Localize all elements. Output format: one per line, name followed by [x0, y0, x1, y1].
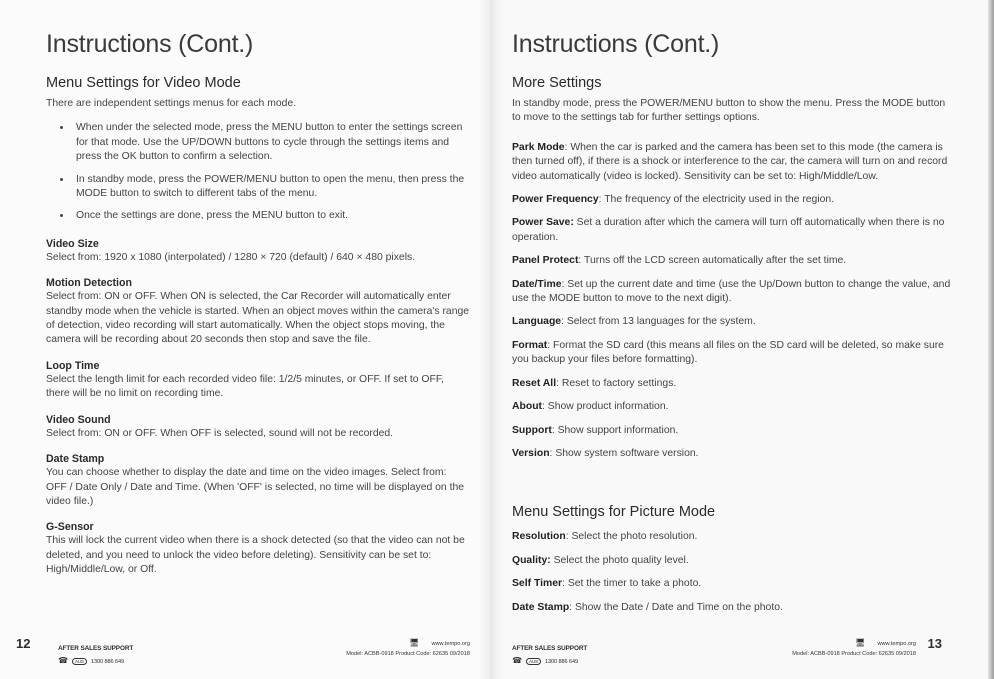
setting-date-time: Date/Time: Set up the current date and time (use the Up/Down button to change the value, and use the MODE button to move to the next digit).	[512, 278, 951, 305]
model-code: Model: ACBB-0918 Product Code: 62635 09/2018	[346, 651, 470, 657]
page-title: Instructions (Cont.)	[512, 30, 720, 58]
section-body: Select from: 1920 x 1080 (interpolated) / 1280 × 720 (default) / 640 × 480 pixels.	[46, 251, 416, 263]
phone-icon: ☎	[512, 656, 522, 665]
section-body: This will lock the current video when there is a shock detected (so that the video can not be deleted, and you need to unlock the video before deleting). Sensitivity can be set to: High/Middle/Low, or Off.	[46, 535, 465, 576]
computer-icon: 🖥	[855, 638, 866, 647]
setting-quality: Quality: Select the photo quality level.	[512, 554, 689, 566]
section-title: Video Sound	[46, 413, 111, 426]
page-number: 12	[16, 636, 31, 651]
instruction-list	[46, 121, 470, 223]
section-title: Date Stamp	[46, 453, 105, 466]
aus-badge: AUS	[72, 658, 87, 665]
section-title: Video Size	[46, 237, 99, 250]
aus-badge: AUS	[526, 658, 541, 665]
section-body: Select from: ON or OFF. When ON is selected, the Car Recorder will automatically enter standby mode when the vehicle is started. When an object moves within the camera's range of detection, video recording will start automatically. When the object stops moving, the camera will be recording about 20 seconds then stop and save the file.	[46, 291, 470, 346]
website-url: www.tempo.org	[877, 641, 916, 647]
page-edge	[988, 0, 994, 679]
section-title: Loop Time	[46, 359, 100, 372]
website	[409, 638, 470, 647]
section-body: Select the length limit for each recorded video file: 1/2/5 minutes, or OFF. If set to OFF, there will be no limit on recording time.	[46, 373, 444, 400]
phone-line	[512, 656, 587, 665]
list-item: • When under the selected mode, press the MENU button to enter the settings screen for that mode. Use the UP/DOWN buttons to cycle through the settings items and press the OK button to confirm a selection.	[72, 121, 470, 164]
website	[855, 638, 916, 647]
section-date-stamp	[46, 453, 470, 509]
sales-label: AFTER SALES SUPPORT	[58, 645, 134, 652]
section-body: Select from: ON or OFF. When OFF is selected, sound will not be recorded.	[46, 427, 394, 439]
section-loop-time	[46, 360, 470, 402]
section-title: Motion Detection	[46, 277, 132, 290]
after-sales-support	[512, 645, 587, 665]
setting-power-frequency: Power Frequency: The frequency of the electricity used in the region.	[512, 194, 835, 206]
phone-number: 1300 886 649	[544, 659, 578, 665]
phone-icon: ☎	[58, 656, 68, 665]
list-item: • Once the settings are done, press the MENU button to exit.	[72, 209, 470, 223]
setting-park-mode: Park Mode: When the car is parked and the camera has been set to this mode (the camera is then turned off), if there is a shock or interference to the car, the camera will turn on and record video automatically (video is locked). Sensitivity can be set to: High/Middle/Low.	[512, 141, 948, 182]
phone-number: 1300 886 649	[90, 659, 124, 665]
sales-label: AFTER SALES SUPPORT	[512, 645, 588, 652]
book-gutter-shadow	[478, 0, 504, 679]
page-number: 13	[927, 636, 942, 651]
settings-list	[512, 141, 956, 462]
section-video-sound	[46, 414, 470, 441]
picture-mode-section	[512, 504, 956, 615]
setting-power-save: Power Save: Set a duration after which the camera will turn off automatically when there is no operation.	[512, 217, 945, 243]
setting-resolution: Resolution: Select the photo resolution.	[512, 531, 698, 543]
list-item: • In standby mode, press the POWER/MENU button to open the menu, then press the MODE button to switch to different tabs of the menu.	[72, 173, 470, 202]
model-code: Model: ACBB-0918 Product Code: 62635 09/2018	[792, 651, 916, 657]
section-heading-video-mode: Menu Settings for Video Mode	[46, 75, 241, 91]
section-g-sensor	[46, 521, 470, 577]
section-heading-picture-mode: Menu Settings for Picture Mode	[512, 504, 716, 521]
setting-date-stamp: Date Stamp: Show the Date / Date and Time on the photo.	[512, 601, 783, 613]
website-url: www.tempo.org	[431, 641, 470, 647]
page-title: Instructions (Cont.)	[46, 30, 254, 58]
section-video-size	[46, 238, 470, 265]
setting-about: About: Show product information.	[512, 401, 669, 413]
section-body: You can choose whether to display the date and time on the video images. Select from: OFF / Date Only / Date and Time. (When 'OFF' is selected, no time will be displayed on the video file.)	[46, 467, 465, 507]
section-motion-detection	[46, 277, 470, 348]
section-heading-more-settings: More Settings	[512, 75, 602, 91]
phone-line	[58, 656, 133, 665]
after-sales-support	[58, 645, 133, 665]
intro-text: In standby mode, press the POWER/MENU button to show the menu. Press the MODE button to move to the settings tab for further settings options.	[512, 98, 946, 124]
left-page	[0, 0, 490, 679]
setting-self-timer: Self Timer: Set the timer to take a photo.	[512, 578, 702, 590]
setting-support: Support: Show support information.	[512, 424, 679, 436]
right-page	[490, 0, 994, 679]
section-title: G-Sensor	[46, 521, 94, 534]
setting-format: Format: Format the SD card (this means all files on the SD card will be deleted, so make sure you backup your files before formatting).	[512, 339, 944, 366]
setting-reset-all: Reset All: Reset to factory settings.	[512, 377, 677, 389]
computer-icon: 🖥	[409, 638, 420, 647]
setting-language: Language: Select from 13 languages for the system.	[512, 316, 756, 328]
setting-version: Version: Show system software version.	[512, 447, 699, 459]
intro-text: There are independent settings menus for each mode.	[46, 98, 297, 109]
setting-panel-protect: Panel Protect: Turns off the LCD screen automatically after the set time.	[512, 255, 847, 267]
